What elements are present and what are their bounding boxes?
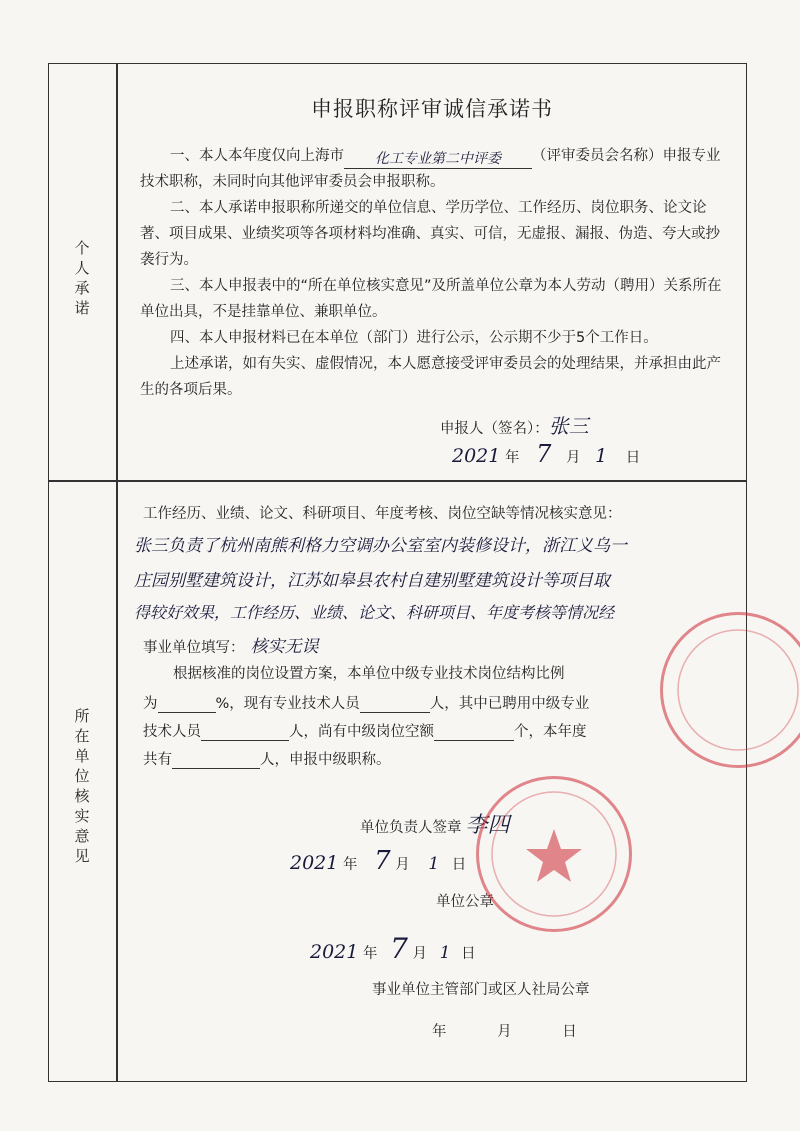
label-char: 实 — [74, 807, 90, 825]
label-char: 单 — [74, 747, 90, 765]
date1-year[interactable]: 2021 — [290, 852, 339, 874]
month-label: 月 — [412, 946, 428, 962]
ratio-text: 人，尚有中级岗位空额 — [289, 724, 434, 740]
ratio-line-3 — [143, 718, 587, 741]
promise-item-4 — [140, 325, 730, 351]
date1-day[interactable]: 1 — [428, 854, 440, 874]
promise-1-prefix: 一、本人本年度仅向上海市 — [170, 148, 344, 164]
dept-seal-label: 事业单位主管部门或区人社局公章 — [372, 982, 590, 998]
leader-date-row — [290, 846, 466, 876]
verification-hand-line-2[interactable]: 庄园别墅建筑设计，江苏如皋县农村自建别墅建筑设计等项目取 — [134, 571, 610, 591]
promise-1-line2: 技术职称，未同时向其他评审委员会申报职称。 — [140, 174, 445, 190]
day-label: 日 — [451, 857, 467, 873]
date1-month[interactable]: 7 — [374, 846, 391, 876]
unit-seal-label: 单位公章 — [436, 894, 494, 910]
ratio-text: 人，其中已聘用中级专业 — [429, 696, 590, 712]
label-char: 见 — [74, 847, 90, 865]
applicant-date-day[interactable]: 1 — [595, 445, 608, 467]
month-label: 月 — [395, 857, 410, 873]
unit-fill-label: 事业单位填写： — [143, 640, 245, 656]
promise-item-3 — [140, 273, 730, 325]
verification-hand-line-1[interactable]: 张三负责了杭州南熊利格力空调办公室室内装修设计，浙江义乌一 — [134, 536, 627, 556]
date2-day[interactable]: 1 — [439, 943, 451, 963]
label-char: 位 — [74, 767, 90, 785]
document-title: 申报职称评审诚信承诺书 — [311, 97, 553, 121]
promise-item-2 — [140, 195, 730, 273]
ratio-text: %，现有专业技术人员 — [215, 696, 360, 712]
promise-4-text: 四、本人申报材料已在本单位（部门）进行公示，公示期不少于5个工作日。 — [170, 330, 658, 346]
month-label: 月 — [565, 450, 581, 466]
label-char: 所 — [74, 707, 90, 725]
ratio-text: 个，本年度 — [514, 724, 587, 740]
ratio-line-4 — [143, 746, 391, 769]
label-char: 在 — [74, 727, 90, 745]
label-char: 人 — [74, 259, 90, 277]
unit-fill-hand[interactable]: 核实无误 — [250, 637, 319, 657]
ratio-line-2 — [143, 690, 589, 713]
seal-star-icon — [479, 779, 629, 929]
year-label: 年 — [342, 857, 358, 873]
label-char: 承 — [74, 279, 90, 297]
label-char: 意 — [74, 827, 90, 845]
seal-ring-icon — [663, 615, 800, 765]
year-label: 年 — [504, 450, 520, 466]
applicant-date-row — [452, 440, 640, 468]
month-label: 月 — [497, 1024, 512, 1040]
date2-year[interactable]: 2021 — [310, 941, 359, 963]
committee-name-field[interactable]: 化工专业第二中评委 — [344, 146, 532, 169]
promise-5-text: 上述承诺，如有失实、虚假情况，本人愿意接受评审委员会的处理结果，并承担由此产生的各项后果。 — [140, 356, 721, 398]
label-char: 诺 — [74, 299, 90, 317]
promise-item-1 — [140, 143, 730, 195]
promise-2-text: 二、本人承诺申报职称所递交的单位信息、学历学位、工作经历、岗位职务、论文论著、项目成果、业绩奖项等各项材料均准确、真实、可信，无虚报、漏报、伪造、夸大或抄袭行为。 — [140, 200, 720, 268]
date2-month[interactable]: 7 — [390, 932, 408, 965]
applicant-date-year[interactable]: 2021 — [452, 445, 501, 467]
label-char: 个 — [74, 239, 90, 257]
staff-count-field[interactable] — [360, 690, 430, 713]
applicant-signature-row — [440, 410, 589, 439]
label-char: 核 — [74, 787, 90, 805]
ratio-text: 共有 — [143, 752, 172, 768]
promise-1-suffix: （评审委员会名称）申报专业 — [532, 148, 721, 164]
unit-date-row — [310, 932, 476, 965]
company-seal — [476, 776, 632, 932]
leader-sign-label: 单位负责人签章 — [360, 820, 462, 836]
column-divider — [116, 63, 118, 1082]
applicant-signature[interactable]: 张三 — [548, 414, 589, 438]
section-divider — [48, 480, 747, 482]
company-seal-partial — [660, 612, 800, 768]
ratio-line-1: 根据核准的岗位设置方案，本单位中级专业技术岗位结构比例 — [173, 666, 565, 682]
section-label-personal-promise — [48, 238, 116, 318]
applicant-signature-label: 申报人（签名）： — [440, 421, 549, 437]
vacancy-field[interactable] — [434, 718, 514, 741]
verification-heading: 工作经历、业绩、论文、科研项目、年度考核、岗位空缺等情况核实意见： — [143, 506, 622, 522]
day-label: 日 — [461, 946, 476, 962]
ratio-percent-field[interactable] — [158, 690, 216, 713]
ratio-text: 为 — [143, 696, 158, 712]
unit-fill-row — [143, 632, 319, 657]
verification-hand-line-3[interactable]: 得较好效果，工作经历、业绩、论文、科研项目、年度考核等情况经 — [134, 603, 615, 622]
year-label: 年 — [432, 1024, 447, 1040]
day-label: 日 — [625, 450, 641, 466]
mid-level-staff-field[interactable] — [201, 718, 289, 741]
ratio-text: 技术人员 — [143, 724, 201, 740]
applicant-date-month[interactable]: 7 — [536, 440, 552, 468]
applicants-count-field[interactable] — [172, 746, 260, 769]
promise-item-5 — [140, 351, 730, 403]
day-label: 日 — [562, 1024, 577, 1040]
ratio-text: 人，申报中级职称。 — [260, 752, 391, 768]
leader-signature[interactable]: 李四 — [465, 813, 510, 838]
section-label-unit-verification — [48, 706, 116, 866]
promise-3-text: 三、本人申报表中的“所在单位核实意见”及所盖单位公章为本人劳动（聘用）关系所在单位出具，不是挂靠单位、兼职单位。 — [140, 278, 722, 320]
dept-date-row — [432, 1020, 577, 1041]
year-label: 年 — [362, 946, 378, 962]
